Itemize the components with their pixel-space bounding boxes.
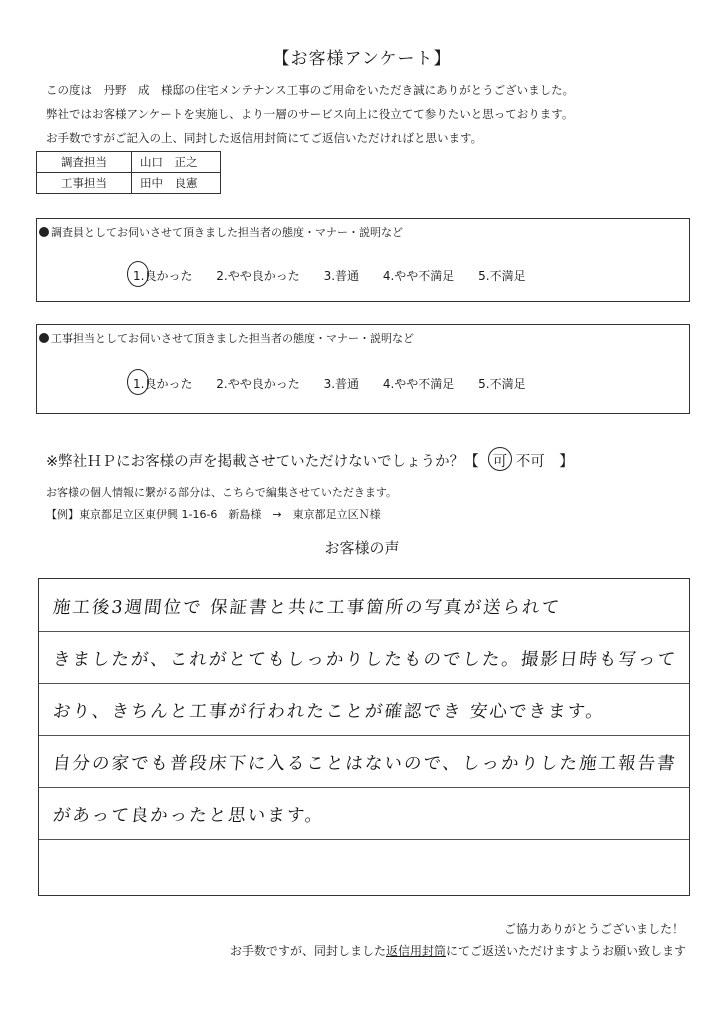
question-label: 工事担当としてお伺いさせて頂きました担当者の態度・マナー・説明など	[51, 332, 414, 345]
closing-message	[230, 942, 686, 959]
rating-option-2[interactable]: 2.やや良かった	[216, 377, 300, 391]
staff-role: 調査担当	[37, 152, 132, 173]
rating-option-5[interactable]: 5.不満足	[478, 269, 526, 283]
handwritten-line-2: きましたが、これがとてもしっかりしたものでした。撮影日時も写って	[51, 650, 678, 670]
staff-name: 山口 正之	[132, 152, 221, 173]
intro-text	[46, 78, 696, 150]
rating-option-3[interactable]: 3.普通	[323, 377, 360, 391]
ruled-line	[39, 631, 689, 632]
bullet-icon	[39, 333, 49, 343]
hp-consent-question	[46, 450, 574, 471]
staff-table	[36, 151, 221, 194]
handwritten-line-5: があって良かったと思います。	[51, 806, 326, 826]
rating-option-3[interactable]: 3.普通	[323, 269, 360, 283]
rating-option-1-selected[interactable]: 1.良かった	[133, 377, 193, 391]
ruled-line	[39, 839, 689, 840]
staff-row	[37, 152, 221, 173]
rating-option-4[interactable]: 4.やや不満足	[382, 377, 455, 391]
bullet-icon	[39, 227, 49, 237]
intro-line-3: お手数ですがご記入の上、同封した返信用封筒にてご返信いただければと思います。	[46, 131, 483, 145]
ruled-line	[39, 683, 689, 684]
question-box-construction-staff	[36, 324, 690, 414]
question-text	[39, 330, 414, 346]
question-box-survey-staff	[36, 218, 690, 302]
rating-options	[133, 267, 546, 284]
handwritten-line-1: 施工後3週間位で 保証書と共に工事箇所の写真が送られて	[51, 598, 563, 618]
question-label: 調査員としてお伺いさせて頂きました担当者の態度・マナー・説明など	[51, 226, 403, 239]
rating-option-5[interactable]: 5.不満足	[478, 377, 526, 391]
staff-name: 田中 良憲	[132, 173, 221, 194]
hp-option-ok-selected[interactable]: 可	[493, 450, 508, 471]
rating-option-4[interactable]: 4.やや不満足	[382, 269, 455, 283]
closing-post: にてご返送いただけますようお願い致します	[445, 944, 686, 958]
ruled-line	[39, 787, 689, 788]
hp-option-ng[interactable]: 不可	[515, 454, 545, 470]
privacy-example: 【例】東京都足立区東伊興 1-16-6 新島様 → 東京都足立区Ｎ様	[46, 508, 381, 521]
ruled-line	[39, 735, 689, 736]
hp-question-text: ※弊社ＨＰにお客様の声を掲載させていただけないでしょうか？【	[46, 454, 479, 470]
privacy-note: お客様の個人情報に繋がる部分は、こちらで編集させていただきます。	[46, 486, 398, 499]
page-title: 【お客様アンケート】	[272, 49, 452, 69]
voice-section-title: お客様の声	[324, 539, 400, 557]
closing-underlined: 返信用封筒	[385, 944, 446, 958]
staff-role: 工事担当	[37, 173, 132, 194]
intro-line-2: 弊社ではお客様アンケートを実施し、より一層のサービス向上に役立てて参りたいと思っております。	[46, 107, 574, 121]
handwritten-line-3: おり、きちんと工事が行われたことが確認でき 安心できます。	[51, 702, 607, 722]
question-text	[39, 224, 403, 240]
rating-option-2[interactable]: 2.やや良かった	[216, 269, 300, 283]
handwritten-line-4: 自分の家でも普段床下に入ることはないので、しっかりした施工報告書	[51, 754, 678, 774]
hp-bracket-close: 】	[559, 454, 574, 470]
rating-option-1-selected[interactable]: 1.良かった	[133, 269, 193, 283]
customer-voice-box	[38, 578, 690, 896]
thanks-message: ご協力ありがとうございました！	[503, 922, 684, 936]
intro-line-1: この度は 丹野 成 様邸の住宅メンテナンス工事のご用命をいただき誠にありがとうございました。	[46, 83, 575, 97]
closing-pre: お手数ですが、同封しました	[229, 944, 386, 958]
rating-options	[133, 375, 546, 392]
staff-row	[37, 173, 221, 194]
